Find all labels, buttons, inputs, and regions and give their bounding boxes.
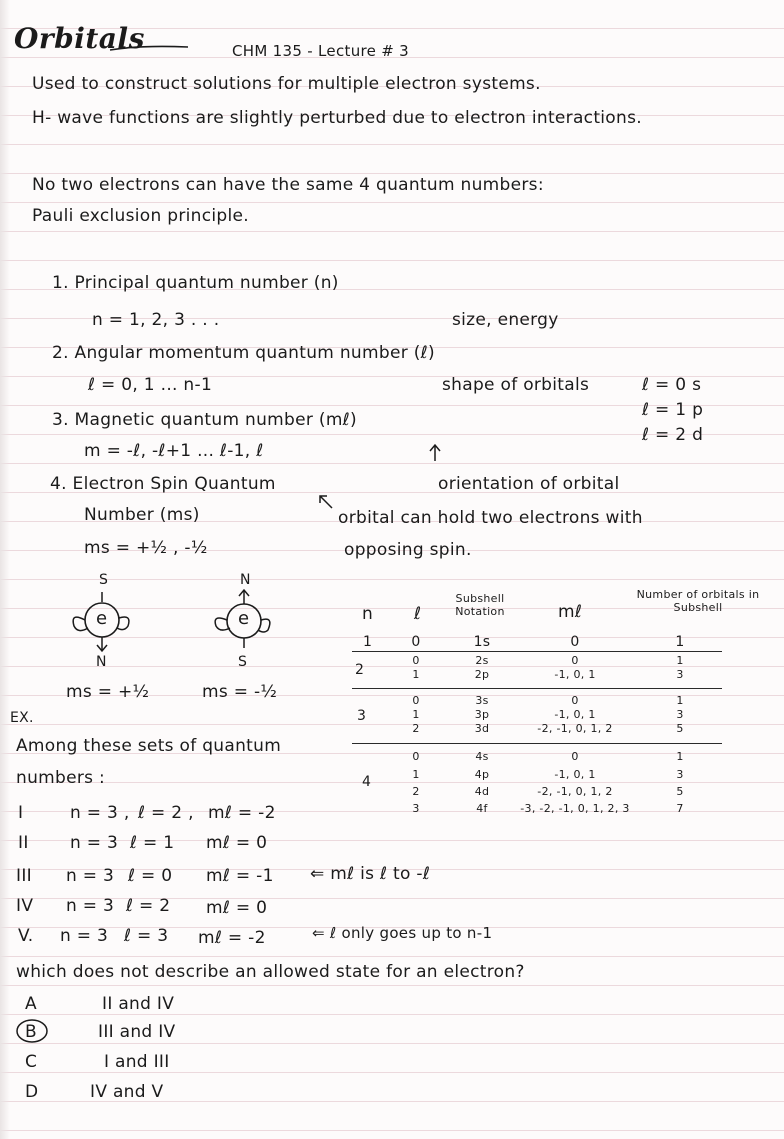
set-l: ℓ = 2 [126, 896, 171, 916]
table-l: 0 [411, 634, 421, 650]
table-n-4: 4 [362, 774, 372, 790]
table-ml: 0 [571, 750, 579, 763]
intro-line-2: H- wave functions are slightly perturbed due to electron interactions. [32, 108, 642, 128]
spin-left-label: ms = +½ [66, 682, 150, 702]
spin-right-top-pole: N [240, 572, 251, 588]
qn-principal-note: size, energy [452, 310, 559, 330]
table-n-2: 2 [355, 662, 365, 678]
spin-right-bottom-pole: S [238, 654, 248, 670]
table-divider [352, 688, 722, 689]
table-notation: 2s [475, 654, 489, 667]
set-n: n = 3 , [70, 803, 130, 823]
table-l: 2 [412, 722, 420, 735]
spin-left-electron: e [96, 608, 108, 629]
table-l: 0 [412, 654, 420, 667]
table-l: 3 [412, 802, 420, 815]
set-ml: mℓ = 0 [206, 898, 268, 918]
choice-letter: A [25, 994, 37, 1014]
table-header-ml: mℓ [558, 602, 583, 622]
qn-angular-label: 2. Angular momentum quantum number (ℓ) [52, 343, 435, 363]
set-n: n = 3 [66, 896, 115, 916]
choice-text: II and IV [102, 994, 175, 1014]
pauli-line-1: No two electrons can have the same 4 quantum numbers: [32, 175, 544, 195]
table-notation: 4d [474, 785, 490, 798]
table-ml: -1, 0, 1 [554, 668, 596, 681]
lecture-label: CHM 135 - Lecture # 3 [232, 42, 410, 60]
table-count: 5 [676, 785, 684, 798]
table-header-l: ℓ [414, 604, 422, 624]
arrow-up-left-icon [318, 494, 334, 510]
table-count: 3 [676, 668, 684, 681]
table-count: 7 [676, 802, 684, 815]
table-ml: -3, -2, -1, 0, 1, 2, 3 [520, 802, 630, 815]
table-count: 3 [676, 708, 684, 721]
choice-letter: C [25, 1052, 38, 1072]
table-l: 0 [412, 694, 420, 707]
set-n: n = 3 [70, 833, 119, 853]
table-notation: 4f [476, 802, 488, 815]
set-roman: II [18, 833, 29, 853]
qn-principal-values: n = 1, 2, 3 . . . [92, 310, 220, 330]
spin-left-bottom-pole: N [96, 654, 107, 670]
qn-spin-label-2: Number (ms) [84, 505, 200, 525]
set-l: ℓ = 2 , [138, 803, 194, 823]
set-l: ℓ = 0 [128, 866, 173, 886]
set-roman: III [16, 866, 32, 886]
shape-key-s: ℓ = 0 s [642, 375, 702, 395]
set-ml: mℓ = 0 [206, 833, 268, 853]
table-n-1: 1 [363, 634, 373, 650]
example-prompt-1: Among these sets of quantum [16, 736, 282, 756]
table-l: 0 [412, 750, 420, 763]
qn-spin-note-1: orbital can hold two electrons with [338, 508, 643, 528]
table-notation: 3s [475, 694, 489, 707]
set-roman: V. [18, 926, 34, 946]
arrow-up-icon [428, 444, 442, 462]
example-label: EX. [10, 710, 34, 726]
qn-spin-values: ms = +½ , -½ [84, 538, 208, 558]
table-notation: 4p [474, 768, 490, 781]
pauli-line-2: Pauli exclusion principle. [32, 206, 249, 226]
table-notation: 3p [474, 708, 490, 721]
table-count: 1 [676, 750, 684, 763]
spin-right-electron: e [238, 608, 250, 629]
table-ml: -2, -1, 0, 1, 2 [537, 722, 613, 735]
choice-letter-selected: B [25, 1022, 37, 1042]
qn-spin-note-2: opposing spin. [344, 540, 472, 560]
table-notation: 3d [474, 722, 490, 735]
table-ml: 0 [571, 694, 579, 707]
choice-text: I and III [104, 1052, 170, 1072]
set-ml: mℓ = -1 [206, 866, 274, 886]
shape-key-d: ℓ = 2 d [642, 425, 704, 445]
table-notation: 4s [475, 750, 489, 763]
table-n-3: 3 [357, 708, 367, 724]
table-header-n: n [362, 604, 374, 624]
example-question: which does not describe an allowed state for an electron? [16, 962, 525, 982]
choice-text: IV and V [90, 1082, 164, 1102]
spin-left-top-pole: S [99, 572, 109, 588]
table-l: 1 [412, 668, 420, 681]
table-ml: 0 [571, 654, 579, 667]
set-ml: mℓ = -2 [198, 928, 266, 948]
table-count: 1 [676, 654, 684, 667]
table-count: 1 [675, 634, 685, 650]
set-l: ℓ = 1 [130, 833, 175, 853]
intro-line-1: Used to construct solutions for multiple electron systems. [32, 74, 541, 94]
table-divider [352, 651, 722, 652]
table-header-notation: Subshell Notation [455, 592, 505, 618]
table-ml: -2, -1, 0, 1, 2 [537, 785, 613, 798]
title-underline-flourish [110, 44, 190, 54]
table-ml: 0 [570, 634, 580, 650]
set-ml: mℓ = -2 [208, 803, 276, 823]
table-divider [352, 743, 722, 744]
shape-key-p: ℓ = 1 p [642, 400, 704, 420]
page-title: Orbitals [14, 22, 145, 55]
qn-magnetic-label: 3. Magnetic quantum number (mℓ) [52, 410, 357, 430]
table-l: 1 [412, 708, 420, 721]
set-n: n = 3 [66, 866, 115, 886]
table-notation: 2p [474, 668, 490, 681]
set-note: ⇐ ℓ only goes up to n-1 [312, 924, 493, 942]
table-ml: -1, 0, 1 [554, 768, 596, 781]
set-n: n = 3 [60, 926, 109, 946]
choice-text: III and IV [98, 1022, 176, 1042]
set-note: ⇐ mℓ is ℓ to -ℓ [310, 864, 431, 884]
table-count: 5 [676, 722, 684, 735]
set-roman: I [18, 803, 24, 823]
table-l: 2 [412, 785, 420, 798]
qn-angular-values: ℓ = 0, 1 ... n-1 [88, 375, 213, 395]
example-prompt-2: numbers : [16, 768, 106, 788]
qn-magnetic-note: orientation of orbital [438, 474, 620, 494]
set-roman: IV [16, 896, 34, 916]
table-ml: -1, 0, 1 [554, 708, 596, 721]
qn-principal-label: 1. Principal quantum number (n) [52, 273, 339, 293]
table-header-count: Number of orbitals in Subshell [636, 588, 760, 614]
table-l: 1 [412, 768, 420, 781]
qn-angular-note: shape of orbitals [442, 375, 590, 395]
qn-magnetic-values: m = -ℓ, -ℓ+1 ... ℓ-1, ℓ [84, 441, 264, 461]
table-count: 3 [676, 768, 684, 781]
table-count: 1 [676, 694, 684, 707]
set-l: ℓ = 3 [124, 926, 169, 946]
table-notation: 1s [473, 634, 491, 650]
spin-right-label: ms = -½ [202, 682, 278, 702]
qn-spin-label-1: 4. Electron Spin Quantum [50, 474, 276, 494]
choice-letter: D [25, 1082, 39, 1102]
